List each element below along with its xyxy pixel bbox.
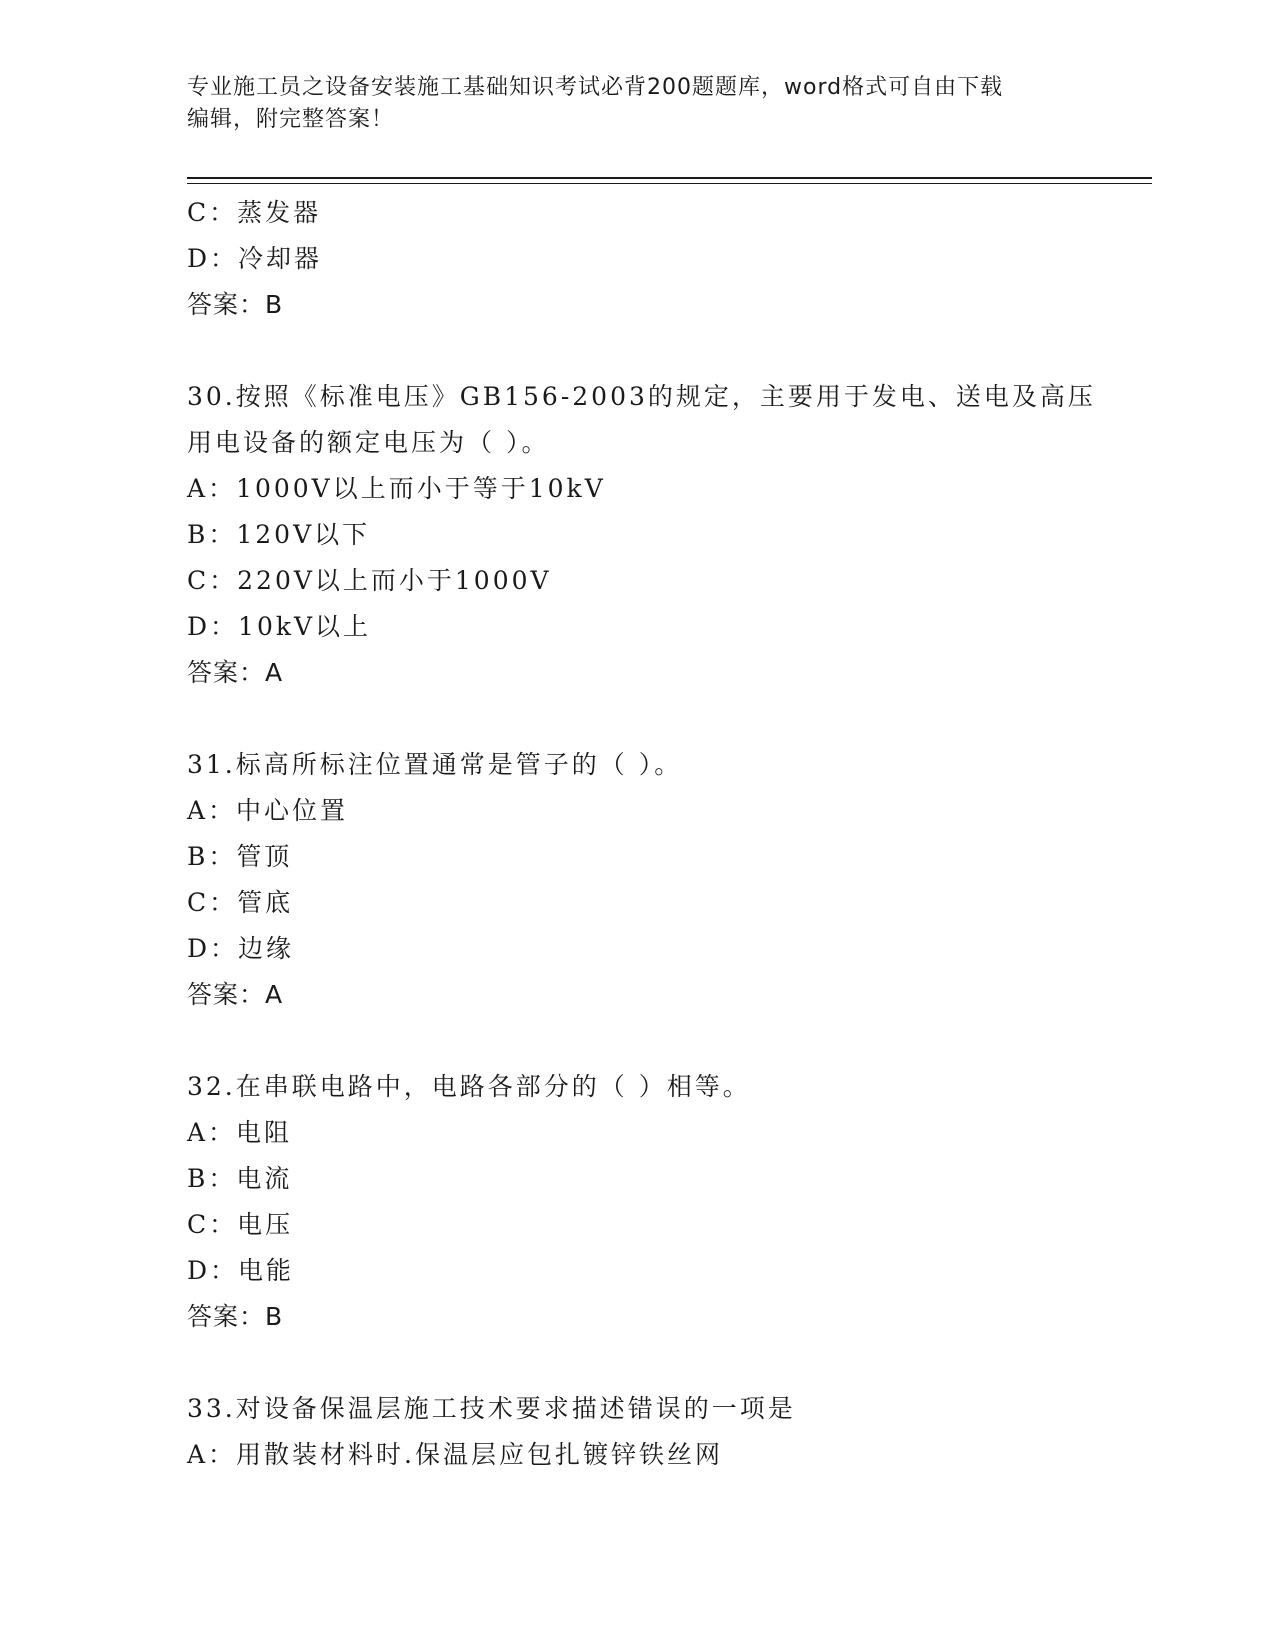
option-d: D：电能 (187, 1256, 295, 1285)
question-stem: 33.对设备保温层施工技术要求描述错误的一项是 (187, 1394, 796, 1423)
option-a: A：中心位置 (187, 796, 349, 825)
spacer (187, 696, 1147, 742)
option-a: A：1000V以上而小于等于10kV (187, 474, 606, 503)
spacer (187, 1018, 1147, 1064)
option-a: A：电阻 (187, 1118, 293, 1147)
spacer (187, 1340, 1147, 1386)
question-content (187, 190, 1147, 1478)
answer: 答案：A (187, 980, 284, 1009)
header-rule-thick (187, 177, 1152, 179)
option-c: C：管底 (187, 888, 294, 917)
question-stem-continued: 用电设备的额定电压为（ ）。 (187, 428, 550, 457)
header-rule-thin (187, 183, 1152, 184)
option-b: B：120V以下 (187, 520, 371, 549)
option-a: A：用散装材料时.保温层应包扎镀锌铁丝网 (187, 1440, 724, 1469)
option-b: B：电流 (187, 1164, 293, 1193)
page-header (187, 72, 1087, 136)
question-stem: 32.在串联电路中，电路各部分的（ ）相等。 (187, 1072, 751, 1101)
option-c: C：220V以上而小于1000V (187, 566, 552, 595)
question-stem: 31.标高所标注位置通常是管子的（ ）。 (187, 750, 683, 779)
option-d: D：冷却器 (187, 244, 323, 273)
option-c: C：电压 (187, 1210, 294, 1239)
option-d: D：10kV以上 (187, 612, 372, 641)
answer: 答案：B (187, 290, 284, 319)
option-b: B：管顶 (187, 842, 293, 871)
answer: 答案：A (187, 658, 284, 687)
answer: 答案：B (187, 1302, 284, 1331)
header-line-1: 专业施工员之设备安装施工基础知识考试必背200题题库，word格式可自由下载 (187, 75, 1004, 100)
option-d: D：边缘 (187, 934, 295, 963)
option-c: C：蒸发器 (187, 198, 322, 227)
spacer (187, 328, 1147, 374)
question-stem: 30.按照《标准电压》GB156-2003的规定，主要用于发电、送电及高压 (187, 382, 1096, 411)
header-line-2: 编辑，附完整答案！ (187, 107, 395, 132)
